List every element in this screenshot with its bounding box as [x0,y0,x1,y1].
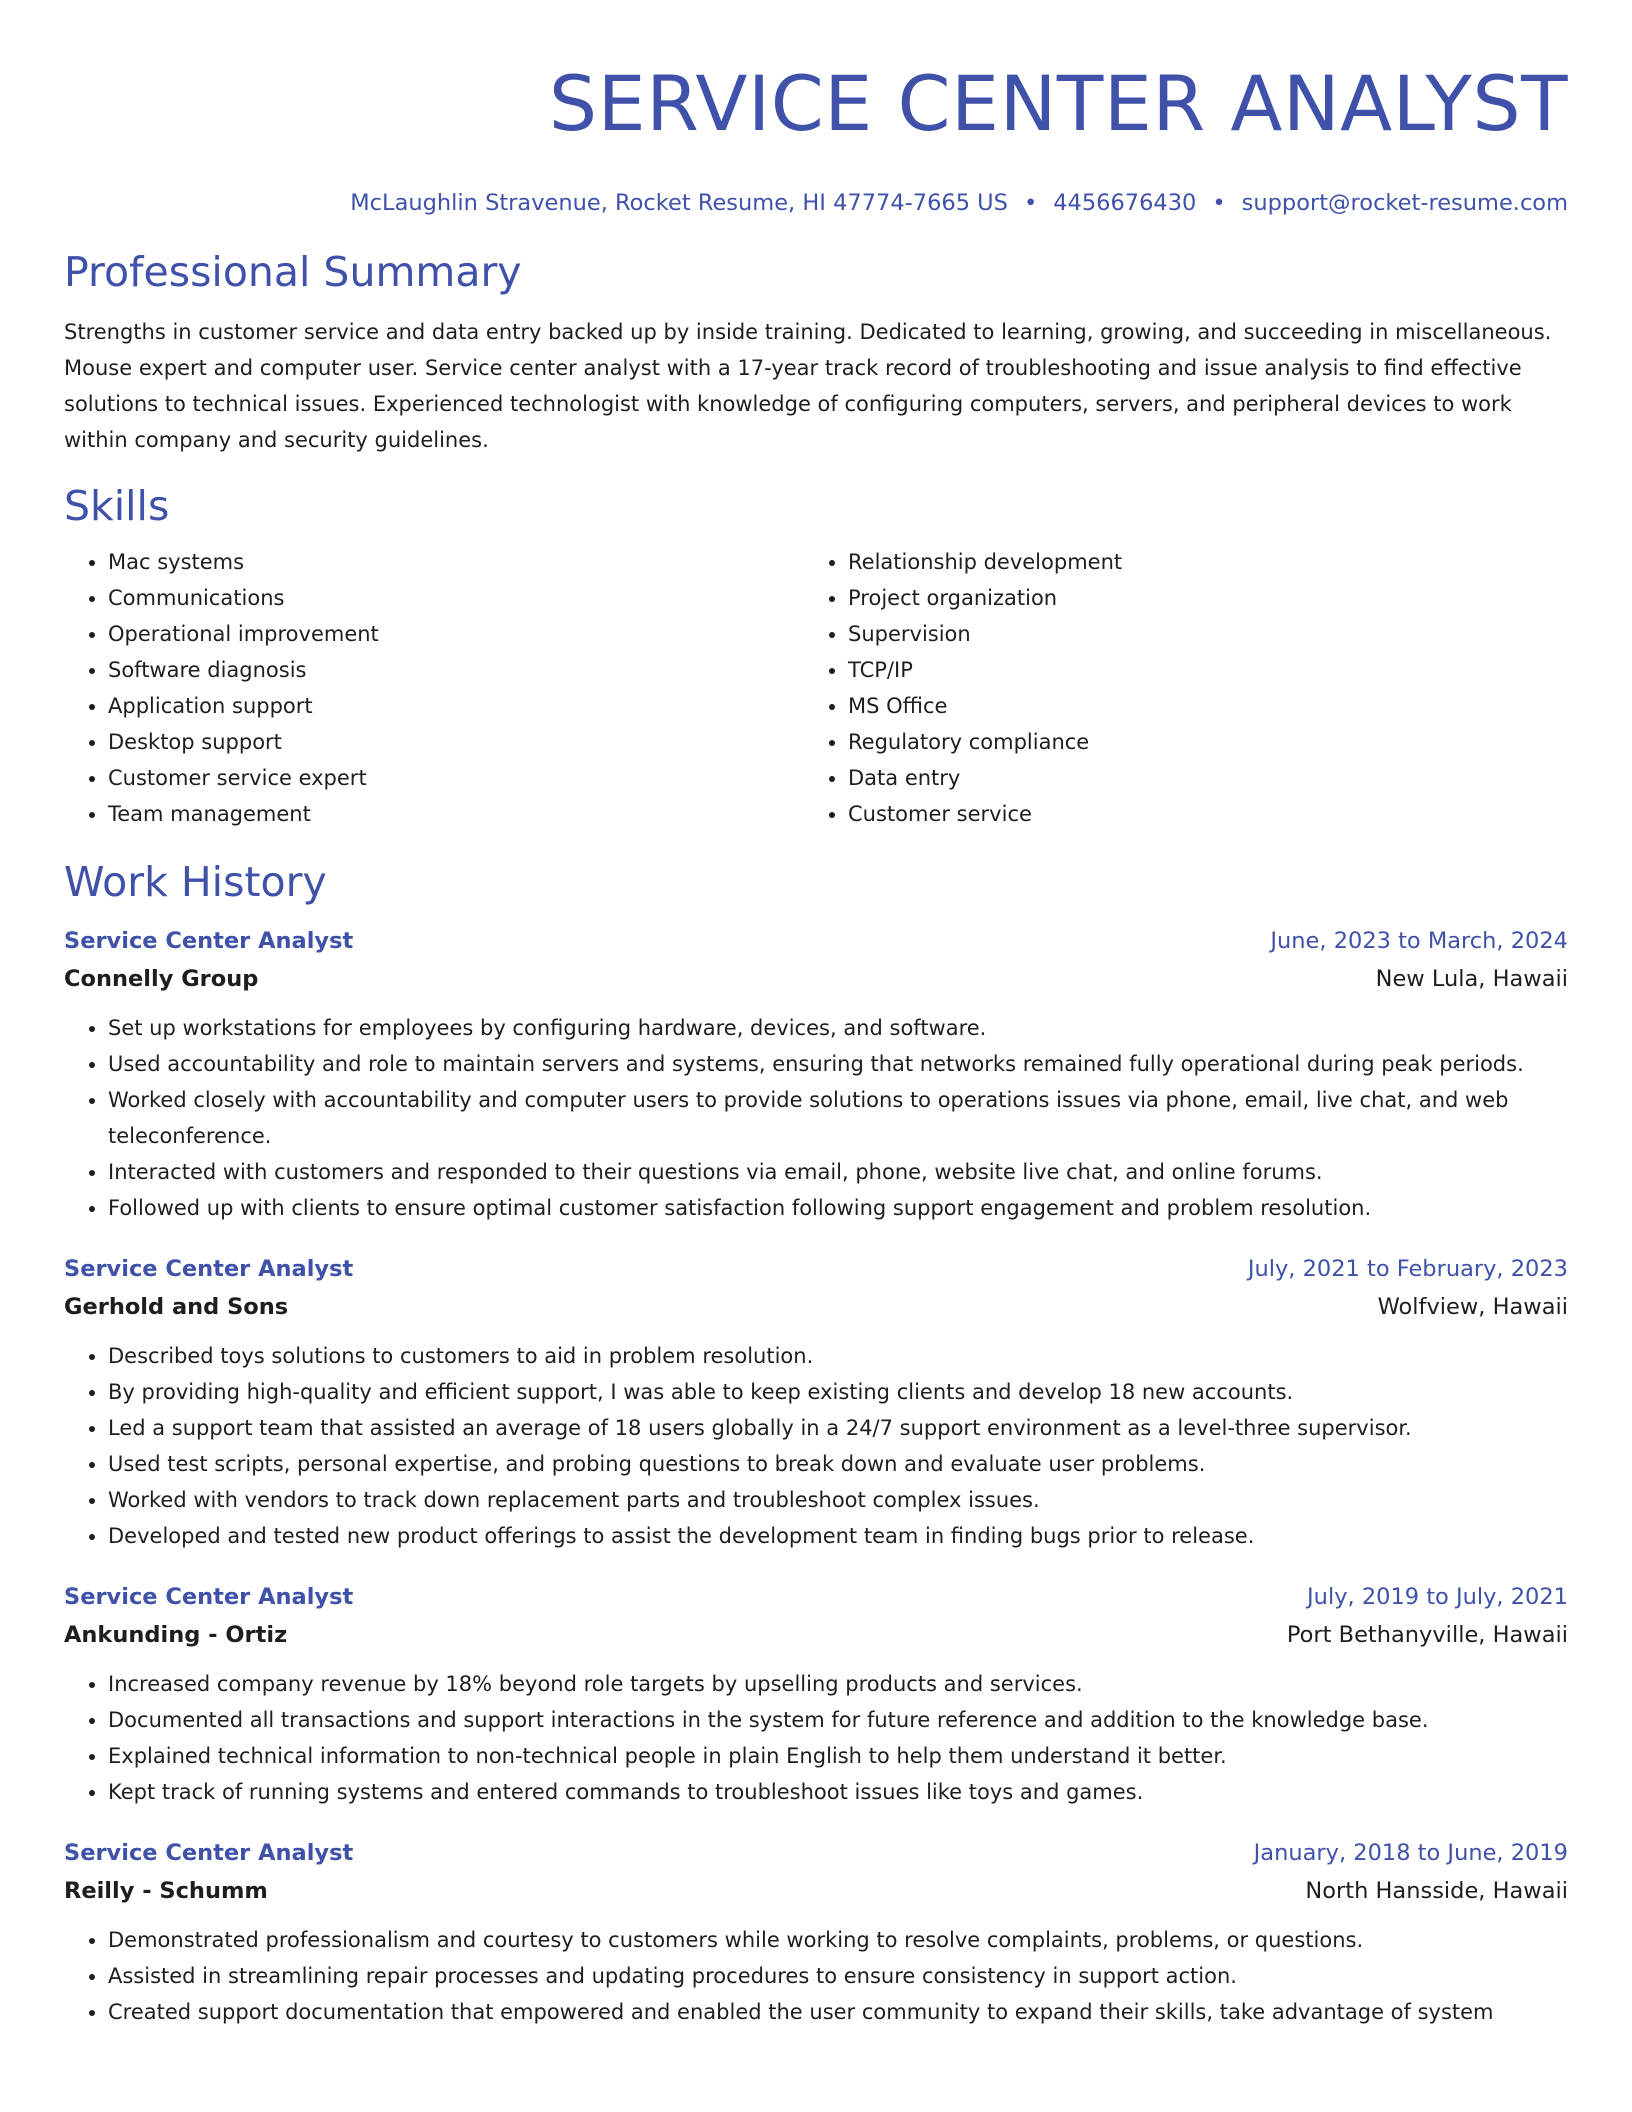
job-bullet: • By providing high-quality and efficient support, I was able to keep existing clients and develop 18 new accounts. [108,1374,1568,1410]
job-company: Gerhold and Sons [64,1294,289,1320]
skill-item: • Team management [108,796,804,832]
job-bullet: • Increased company revenue by 18% beyond role targets by upselling products and services. [108,1666,1568,1702]
job-bullet: • Followed up with clients to ensure optimal customer satisfaction following support engagement and problem resolution. [108,1190,1568,1226]
skill-item: • Supervision [848,616,1544,652]
job-bullet: • Kept track of running systems and entered commands to troubleshoot issues like toys and games. [108,1774,1568,1810]
job-dates: January, 2018 to June, 2019 [1253,1840,1568,1866]
job-bullets [64,1338,1568,1554]
job-title: Service Center Analyst [64,1584,354,1610]
skill-item: • Regulatory compliance [848,724,1544,760]
skill-item: • TCP/IP [848,652,1544,688]
job-bullets [64,1922,1568,2030]
job-bullet: • Interacted with customers and responded to their questions via email, phone, website live chat, and online forums. [108,1154,1568,1190]
job-subheader [64,1872,1568,1910]
job-location: New Lula, Hawaii [1375,966,1568,992]
job-bullet: • Used accountability and role to maintain servers and systems, ensuring that networks remained fully operational during peak periods. [108,1046,1568,1082]
skill-item: • Application support [108,688,804,724]
job-header [64,922,1568,960]
job-bullet: • Created support documentation that empowered and enabled the user community to expand their skills, take advantage of system [108,1994,1568,2030]
contact-address: McLaughlin Stravenue, Rocket Resume, HI 47774-7665 US [350,190,1008,216]
skill-item: • Project organization [848,580,1544,616]
summary-text: Strengths in customer service and data entry backed up by inside training. Dedicated to learning, growing, and succeeding in miscellaneous. Mouse expert and computer user. Service center analyst with a 17-year track record of troubleshooting and issue analysis to find effective solutions to technical issues. Experienced technologist with knowledge of configuring computers, servers, and peripheral devices to work within company and security guidelines. [64,320,1552,452]
job-bullet: • Led a support team that assisted an average of 18 users globally in a 24/7 support environment as a level-three supervisor. [108,1410,1568,1446]
job-header [64,1250,1568,1288]
job-bullet: • Described toys solutions to customers to aid in problem resolution. [108,1338,1568,1374]
job-company: Connelly Group [64,966,259,992]
job-bullet: • Used test scripts, personal expertise, and probing questions to break down and evaluate user problems. [108,1446,1568,1482]
job-location: Wolfview, Hawaii [1377,1294,1568,1320]
job-entry [64,1250,1568,1554]
skill-item: • MS Office [848,688,1544,724]
job-bullet: • Set up workstations for employees by configuring hardware, devices, and software. [108,1010,1568,1046]
job-bullet: • Documented all transactions and support interactions in the system for future reference and addition to the knowledge base. [108,1702,1568,1738]
contact-separator: • [1212,190,1226,216]
skills-list [64,544,1568,832]
summary-heading: Professional Summary [64,248,522,296]
skill-item: • Mac systems [108,544,804,580]
job-entry [64,1578,1568,1810]
skill-item: • Customer service [848,796,1544,832]
skill-item: • Communications [108,580,804,616]
contact-line [64,188,1568,218]
job-bullets [64,1010,1568,1226]
job-dates: June, 2023 to March, 2024 [1270,928,1568,954]
job-entry [64,922,1568,1226]
skill-item: • Relationship development [848,544,1544,580]
skills-column-right [804,544,1544,832]
job-header [64,1578,1568,1616]
job-subheader [64,1616,1568,1654]
job-entry [64,1834,1568,2030]
job-company: Ankunding - Ortiz [64,1622,288,1648]
skill-item: • Operational improvement [108,616,804,652]
skill-item: • Data entry [848,760,1544,796]
contact-phone: 4456676430 [1053,190,1197,216]
job-bullet: • Worked closely with accountability and computer users to provide solutions to operations issues via phone, email, live chat, and web teleconference. [108,1082,1568,1154]
job-location: North Hansside, Hawaii [1305,1878,1568,1904]
job-bullet: • Explained technical information to non-technical people in plain English to help them understand it better. [108,1738,1568,1774]
skill-item: • Software diagnosis [108,652,804,688]
job-bullet: • Worked with vendors to track down replacement parts and troubleshoot complex issues. [108,1482,1568,1518]
skill-item: • Desktop support [108,724,804,760]
skill-item: • Customer service expert [108,760,804,796]
job-bullet: • Demonstrated professionalism and courtesy to customers while working to resolve complaints, problems, or questions. [108,1922,1568,1958]
job-bullet: • Developed and tested new product offerings to assist the development team in finding bugs prior to release. [108,1518,1568,1554]
job-header [64,1834,1568,1872]
job-dates: July, 2019 to July, 2021 [1307,1584,1568,1610]
work-history-heading: Work History [64,858,327,906]
job-title: Service Center Analyst [64,928,354,954]
job-bullet: • Assisted in streamlining repair processes and updating procedures to ensure consistency in support action. [108,1958,1568,1994]
job-title: Service Center Analyst [64,1840,354,1866]
resume-name: SERVICE CENTER ANALYST [548,59,1568,148]
job-subheader [64,1288,1568,1326]
skills-heading: Skills [64,482,170,530]
contact-separator: • [1023,190,1038,216]
job-company: Reilly - Schumm [64,1878,268,1904]
job-bullets [64,1666,1568,1810]
job-title: Service Center Analyst [64,1256,354,1282]
job-location: Port Bethanyville, Hawaii [1286,1622,1568,1648]
skills-column-left [64,544,804,832]
contact-email: support@rocket-resume.com [1241,190,1568,216]
job-subheader [64,960,1568,998]
job-dates: July, 2021 to February, 2023 [1247,1256,1568,1282]
